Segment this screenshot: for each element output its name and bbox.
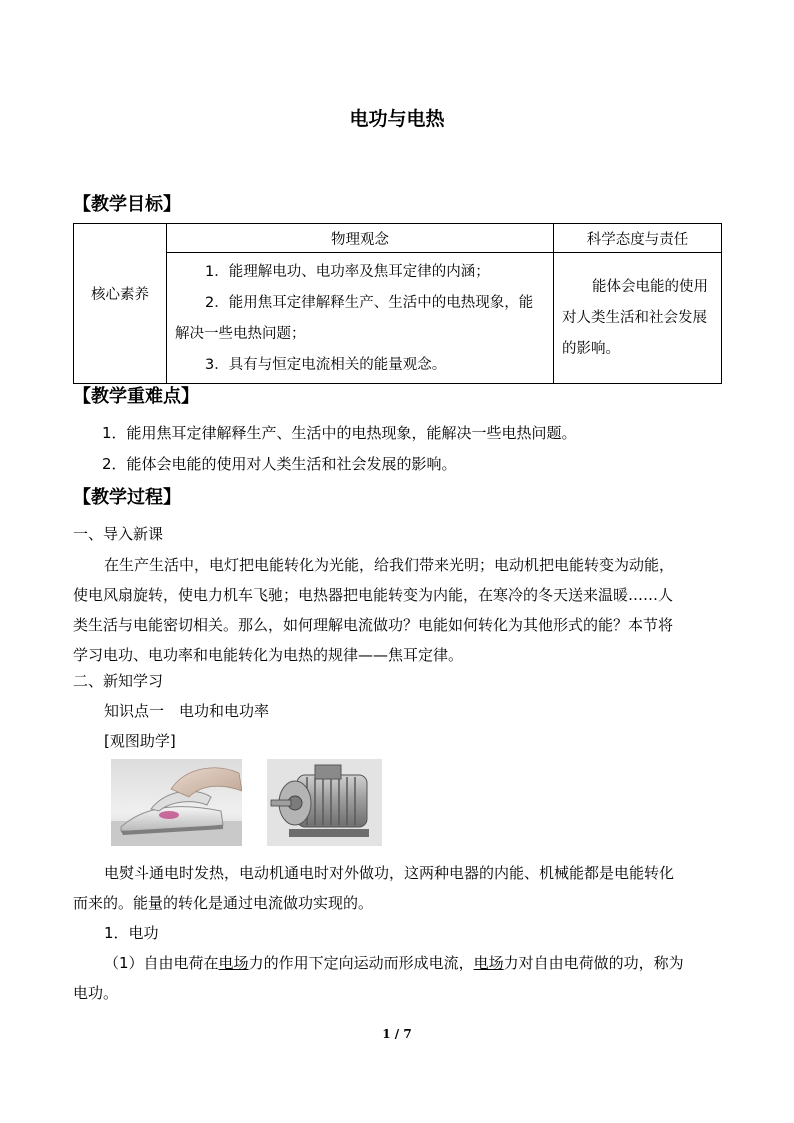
definition-part-a: （1）自由电荷在 (104, 954, 219, 972)
part2-title: 二、新知学习 (73, 672, 164, 690)
knowledge-point-title: 知识点一 电功和电功率 (104, 702, 270, 720)
table-corner-cell (74, 224, 167, 253)
document-title: 电功与电热 (349, 108, 445, 130)
definition-part-c: 力的作用下定向运动而形成电流， (248, 954, 474, 972)
definition-term-electric-field-1: 电场 (218, 954, 249, 972)
definition-part-e: 力对自由电荷做的功，称为 (503, 954, 684, 972)
intro-line-3: 类生活与电能密切相关。那么，如何理解电流做功？电能如何转化为其他形式的能？本节将 (73, 616, 674, 634)
physics-cell (167, 253, 554, 384)
section-heading-difficulties: 【教学重难点】 (73, 386, 199, 407)
observe-label: [观图助学] (104, 732, 176, 750)
definition-line-2: 电功。 (73, 984, 119, 1002)
physics-item-3: 3．具有与恒定电流相关的能量观念。 (205, 357, 447, 373)
electric-motor-image (267, 759, 382, 846)
page-number: 1 / 7 (382, 1027, 412, 1041)
intro-line-2: 使电风扇旋转，使电力机车飞驰；电热器把电能转变为内能，在寒冷的冬天送来温暖……人 (73, 586, 674, 604)
goals-table (73, 223, 722, 384)
explain-line-1: 电熨斗通电时发热，电动机通电时对外做功，这两种电器的内能、机械能都是电能转化 (104, 864, 675, 882)
physics-item-2: 2．能用焦耳定律解释生产、生活中的电热现象，能解决一些电热问题； (175, 295, 534, 342)
science-cell (554, 253, 722, 384)
row-label-core (74, 253, 167, 384)
column-header-physics: 物理观念 (167, 224, 554, 253)
row-label-text: 核心素养 (91, 287, 149, 304)
electric-iron-image (111, 759, 242, 846)
science-text: 能体会电能的使用对人类生活和社会发展的影响。 (562, 278, 708, 357)
subsection-electric-work: 1．电功 (104, 924, 159, 942)
part1-title: 一、导入新课 (73, 525, 164, 543)
definition-line-1 (104, 948, 684, 979)
section-heading-process: 【教学过程】 (73, 487, 181, 508)
physics-item-1: 1．能理解电功、电功率及焦耳定律的内涵； (205, 264, 490, 280)
section-heading-goals: 【教学目标】 (73, 194, 181, 215)
column-header-science: 科学态度与责任 (554, 224, 722, 253)
difficulty-item-1: 1．能用焦耳定律解释生产、生活中的电热现象，能解决一些电热问题。 (102, 424, 577, 442)
difficulty-item-2: 2．能体会电能的使用对人类生活和社会发展的影响。 (102, 455, 457, 473)
intro-line-4: 学习电功、电功率和电能转化为电热的规律——焦耳定律。 (73, 646, 464, 664)
intro-line-1: 在生产生活中，电灯把电能转化为光能，给我们带来光明；电动机把电能转变为动能， (104, 556, 675, 574)
definition-term-electric-field-2: 电场 (473, 954, 504, 972)
explain-line-2: 而来的。能量的转化是通过电流做功实现的。 (73, 894, 374, 912)
